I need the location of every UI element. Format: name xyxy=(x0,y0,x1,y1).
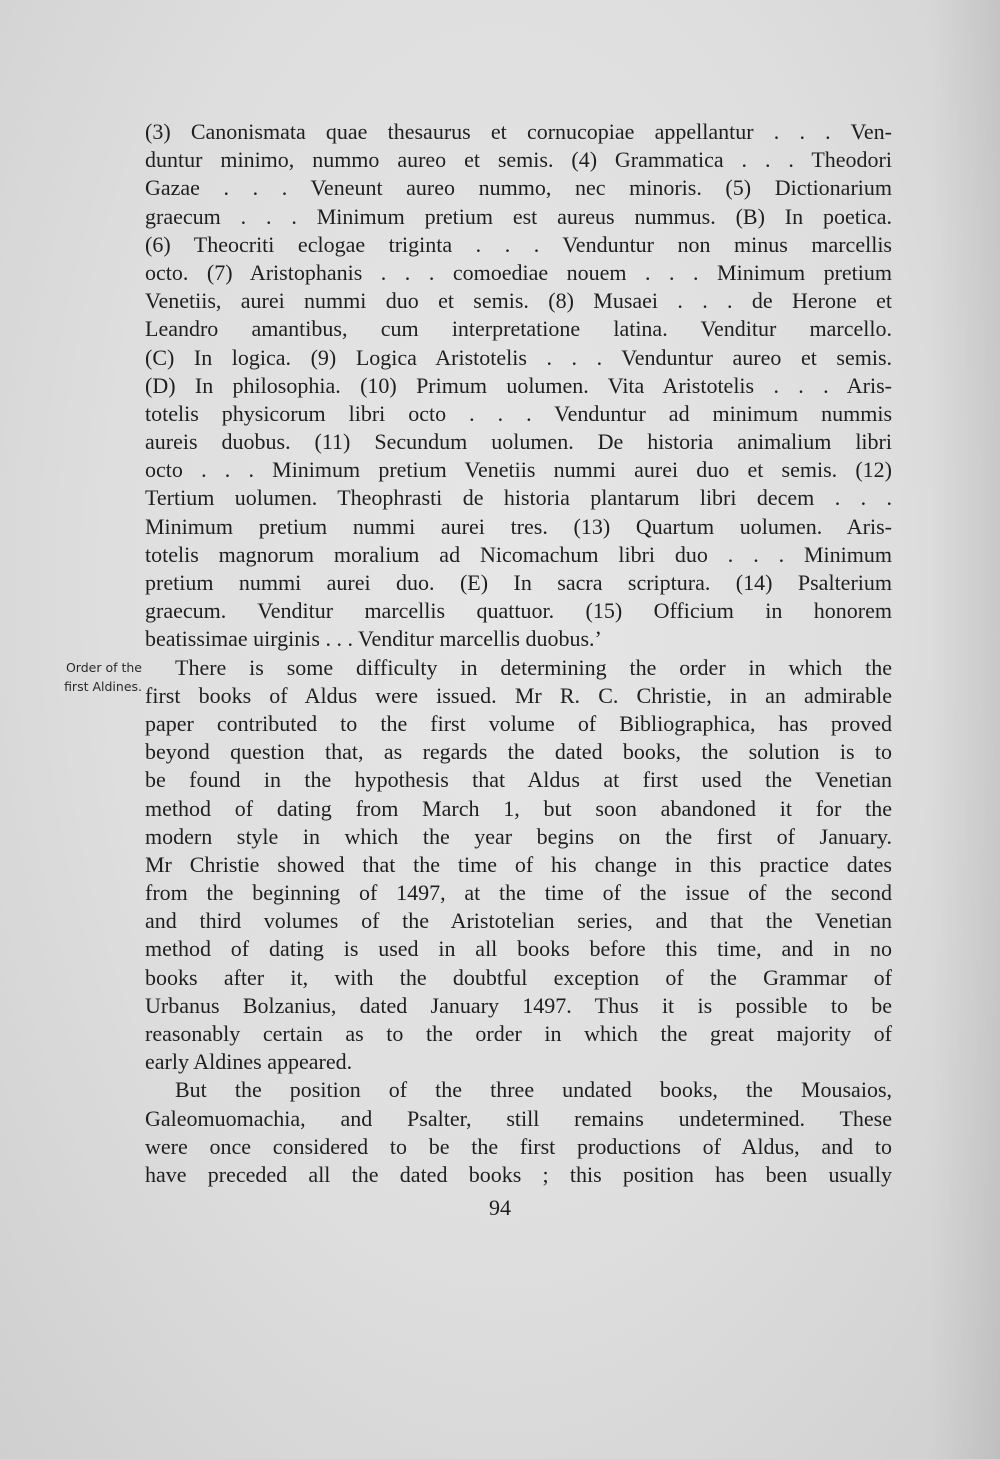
text-line: Tertium uolumen. Theophrasti de historia plantarum libri decem . . . xyxy=(145,485,892,511)
text-line: beyond question that, as regards the dated books, the solution is to xyxy=(145,739,892,765)
text-line: have preceded all the dated books ; this position has been usually xyxy=(145,1161,892,1187)
text-line: and third volumes of the Aristotelian series, and that the Venetian xyxy=(145,908,892,934)
text-line: (3) Canonismata quae thesaurus et cornucopiae appellantur . . . Ven- xyxy=(145,119,892,144)
text-line: pretium nummi aurei duo. (E) In sacra scriptura. (14) Psalterium xyxy=(145,570,892,595)
text-line: be found in the hypothesis that Aldus at first used the Venetian xyxy=(145,767,892,793)
text-line: totelis magnorum moralium ad Nicomachum libri duo . . . Minimum xyxy=(145,541,892,567)
text-line: paper contributed to the first volume of Bibliographica, has proved xyxy=(145,710,892,736)
paragraph-first-line: But the position of the three undated books, the Mousaios, xyxy=(175,1077,892,1103)
text-line: (6) Theocriti eclogae triginta . . . Venduntur non minus marcellis xyxy=(145,231,892,257)
text-line: Venetiis, aurei nummi duo et semis. (8) Musaei . . . de Herone et xyxy=(145,288,892,314)
margin-note-line: Order of the xyxy=(65,660,142,675)
text-line: Gazae . . . Veneunt aureo nummo, nec minoris. (5) Dictionarium xyxy=(145,175,892,201)
text-line: modern style in which the year begins on the first of January. xyxy=(145,823,892,849)
margin-note-line: first Aldines. xyxy=(64,679,142,694)
text-line: method of dating from March 1, but soon abandoned it for the xyxy=(145,795,892,821)
text-line: Urbanus Bolzanius, dated January 1497. Thus it is possible to be xyxy=(145,992,892,1018)
text-line: totelis physicorum libri octo . . . Venduntur ad minimum nummis xyxy=(145,400,892,426)
text-line: (C) In logica. (9) Logica Aristotelis . . . Venduntur aureo et semis. xyxy=(145,344,892,370)
text-line: from the beginning of 1497, at the time of the issue of the second xyxy=(145,880,892,906)
text-line: octo. (7) Aristophanis . . . comoediae nouem . . . Minimum pretium xyxy=(145,259,892,285)
text-line: reasonably certain as to the order in which the great majority of xyxy=(145,1021,892,1046)
text-line: octo . . . Minimum pretium Venetiis nummi aurei duo et semis. (12) xyxy=(145,457,892,483)
text-line: graecum . . . Minimum pretium est aureus nummus. (B) In poetica. xyxy=(145,203,892,229)
paragraph-first-line: There is some difficulty in determining the order in which the xyxy=(175,654,892,680)
text-line: first books of Aldus were issued. Mr R. C. Christie, in an admirable xyxy=(145,682,892,708)
text-line: Minimum pretium nummi aurei tres. (13) Quartum uolumen. Aris- xyxy=(145,513,892,539)
text-line: (D) In philosophia. (10) Primum uolumen. Vita Aristotelis . . . Aris- xyxy=(145,372,892,398)
text-line: Leandro amantibus, cum interpretatione latina. Venditur marcello. xyxy=(145,316,892,342)
text-line: books after it, with the doubtful exception of the Grammar of xyxy=(145,964,892,990)
text-line: Mr Christie showed that the time of his change in this practice dates xyxy=(145,851,892,877)
text-line: duntur minimo, nummo aureo et semis. (4) Grammatica . . . Theodori xyxy=(145,147,892,173)
text-line: Galeomuomachia, and Psalter, still remains undetermined. These xyxy=(145,1105,892,1131)
margin-note xyxy=(38,658,142,696)
page-number: 94 xyxy=(489,1195,511,1220)
body-text xyxy=(145,118,892,1189)
text-line: were once considered to be the first productions of Aldus, and to xyxy=(145,1133,892,1159)
text-line: aureis duobus. (11) Secundum uolumen. De historia animalium libri xyxy=(145,429,892,455)
text-line: early Aldines appeared. xyxy=(145,1049,353,1075)
text-line: beatissimae uirginis . . . Venditur marcellis duobus.’ xyxy=(145,626,602,652)
text-line: method of dating is used in all books before this time, and in no xyxy=(145,936,892,962)
text-line: graecum. Venditur marcellis quattuor. (15) Officium in honorem xyxy=(145,598,892,624)
